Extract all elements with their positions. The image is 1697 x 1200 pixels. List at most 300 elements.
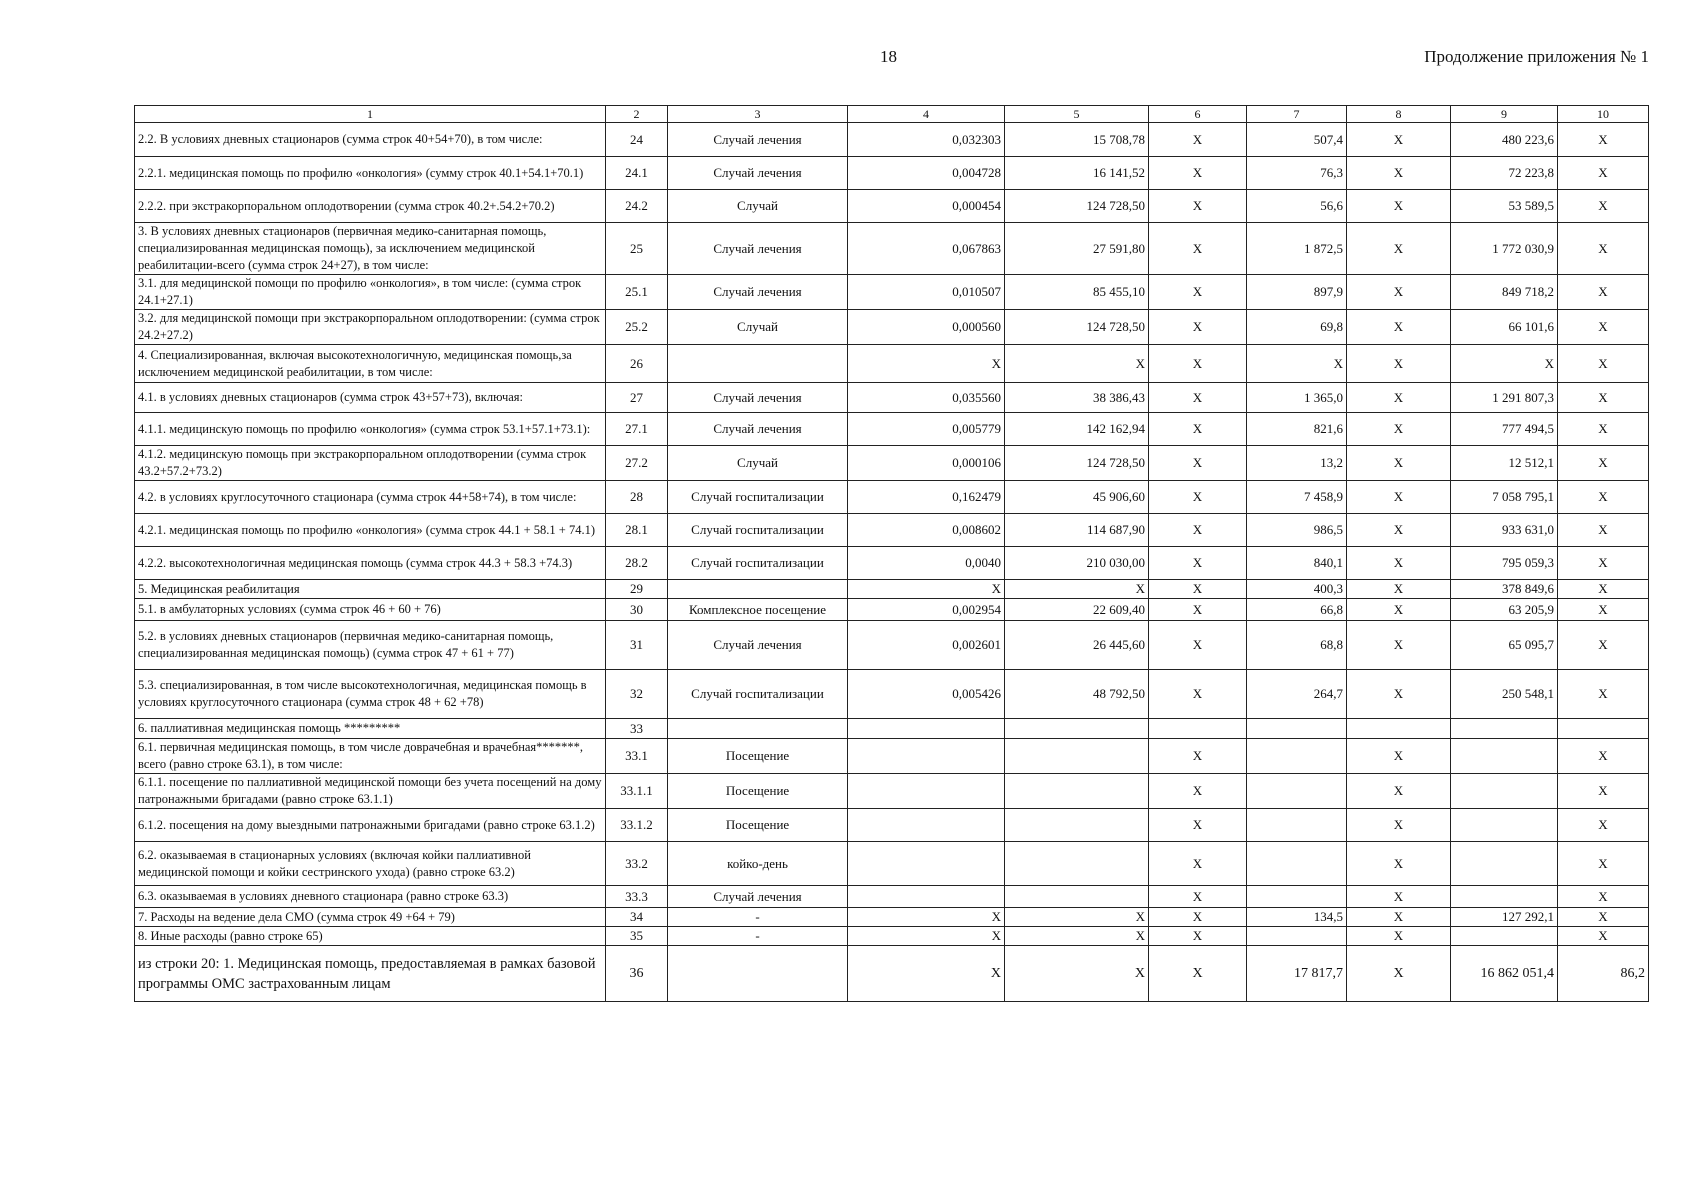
table-row <box>135 908 1649 927</box>
col-6-value: X <box>1149 190 1247 223</box>
col-9-value: 66 101,6 <box>1451 310 1558 345</box>
col-5-value: 45 906,60 <box>1005 481 1149 514</box>
col-9-value <box>1451 927 1558 946</box>
col-9-value <box>1451 739 1558 774</box>
col-5-value: X <box>1005 946 1149 1002</box>
col-5-value: 26 445,60 <box>1005 621 1149 670</box>
col-9-value <box>1451 842 1558 886</box>
col-7-value <box>1247 927 1347 946</box>
col-9-value <box>1451 774 1558 809</box>
col-5-value: 16 141,52 <box>1005 157 1149 190</box>
col-4-value: 0,032303 <box>848 123 1005 157</box>
col-5-value <box>1005 842 1149 886</box>
col-7-value: 507,4 <box>1247 123 1347 157</box>
col-9-value: 72 223,8 <box>1451 157 1558 190</box>
col-6-value: X <box>1149 446 1247 481</box>
col-7-value: X <box>1247 345 1347 383</box>
row-number: 33.1.1 <box>606 774 668 809</box>
row-number: 27.1 <box>606 413 668 446</box>
col-8-value: X <box>1347 621 1451 670</box>
col-8-value: X <box>1347 927 1451 946</box>
col-5-value <box>1005 739 1149 774</box>
col-6-value: X <box>1149 774 1247 809</box>
col-8-value: X <box>1347 670 1451 719</box>
col-10-value: X <box>1558 580 1649 599</box>
col-7-value: 76,3 <box>1247 157 1347 190</box>
col-7-value: 56,6 <box>1247 190 1347 223</box>
row-name: 6.3. оказываемая в условиях дневного стационара (равно строке 63.3) <box>135 886 606 908</box>
unit-of-measure: Случай лечения <box>668 223 848 275</box>
col-7-value <box>1247 886 1347 908</box>
col-4-value: 0,002954 <box>848 599 1005 621</box>
col-4-value <box>848 842 1005 886</box>
col-8-value: X <box>1347 481 1451 514</box>
table-row <box>135 719 1649 739</box>
row-name: 6.1. первичная медицинская помощь, в том числе доврачебная и врачебная*******, всего (равно строке 63.1), в том числе: <box>135 739 606 774</box>
col-4-value: 0,002601 <box>848 621 1005 670</box>
col-7-value <box>1247 774 1347 809</box>
row-number: 28 <box>606 481 668 514</box>
row-number: 28.1 <box>606 514 668 547</box>
col-8-value: X <box>1347 886 1451 908</box>
unit-of-measure: койко-день <box>668 842 848 886</box>
column-number: 1 <box>135 106 606 123</box>
col-7-value: 897,9 <box>1247 275 1347 310</box>
col-10-value: X <box>1558 514 1649 547</box>
table-row <box>135 886 1649 908</box>
col-9-value: 933 631,0 <box>1451 514 1558 547</box>
row-number: 24.1 <box>606 157 668 190</box>
col-8-value: X <box>1347 345 1451 383</box>
table-row <box>135 157 1649 190</box>
unit-of-measure: Случай лечения <box>668 413 848 446</box>
col-7-value: 69,8 <box>1247 310 1347 345</box>
col-9-value: X <box>1451 345 1558 383</box>
col-6-value <box>1149 719 1247 739</box>
col-5-value <box>1005 809 1149 842</box>
col-9-value: 849 718,2 <box>1451 275 1558 310</box>
col-9-value <box>1451 719 1558 739</box>
column-number: 2 <box>606 106 668 123</box>
col-8-value: X <box>1347 547 1451 580</box>
col-7-value: 68,8 <box>1247 621 1347 670</box>
table-row <box>135 547 1649 580</box>
row-number: 34 <box>606 908 668 927</box>
column-number-header-row <box>135 106 1649 123</box>
col-4-value: 0,004728 <box>848 157 1005 190</box>
row-name: 3. В условиях дневных стационаров (первичная медико-санитарная помощь, специализированная медицинская помощь), за исключением медицинской реабилитации-всего (сумма строк 24+27), в том числе: <box>135 223 606 275</box>
unit-of-measure <box>668 946 848 1002</box>
col-6-value: X <box>1149 670 1247 719</box>
col-9-value: 378 849,6 <box>1451 580 1558 599</box>
row-number: 33.1.2 <box>606 809 668 842</box>
col-8-value: X <box>1347 383 1451 413</box>
col-10-value: X <box>1558 908 1649 927</box>
row-number: 25.1 <box>606 275 668 310</box>
table-row <box>135 774 1649 809</box>
row-number: 35 <box>606 927 668 946</box>
column-number: 4 <box>848 106 1005 123</box>
col-4-value: X <box>848 580 1005 599</box>
col-7-value: 13,2 <box>1247 446 1347 481</box>
row-number: 33.3 <box>606 886 668 908</box>
unit-of-measure: Случай <box>668 190 848 223</box>
column-number: 9 <box>1451 106 1558 123</box>
col-9-value <box>1451 809 1558 842</box>
col-4-value: 0,000106 <box>848 446 1005 481</box>
row-number: 30 <box>606 599 668 621</box>
row-number: 25 <box>606 223 668 275</box>
col-4-value <box>848 809 1005 842</box>
col-6-value: X <box>1149 481 1247 514</box>
row-number: 31 <box>606 621 668 670</box>
row-number: 33.2 <box>606 842 668 886</box>
col-10-value: X <box>1558 774 1649 809</box>
col-6-value: X <box>1149 310 1247 345</box>
col-4-value: X <box>848 908 1005 927</box>
col-9-value: 12 512,1 <box>1451 446 1558 481</box>
row-name: 3.2. для медицинской помощи при экстракорпоральном оплодотворении: (сумма строк 24.2+27.2) <box>135 310 606 345</box>
col-9-value: 250 548,1 <box>1451 670 1558 719</box>
col-10-value: X <box>1558 670 1649 719</box>
col-10-value: X <box>1558 481 1649 514</box>
col-8-value: X <box>1347 157 1451 190</box>
unit-of-measure: Случай <box>668 310 848 345</box>
col-9-value: 65 095,7 <box>1451 621 1558 670</box>
col-6-value: X <box>1149 886 1247 908</box>
col-10-value: X <box>1558 413 1649 446</box>
row-name: 2.2.2. при экстракорпоральном оплодотворении (сумма строк 40.2+.54.2+70.2) <box>135 190 606 223</box>
col-4-value <box>848 774 1005 809</box>
col-10-value <box>1558 719 1649 739</box>
column-number: 8 <box>1347 106 1451 123</box>
col-10-value: 86,2 <box>1558 946 1649 1002</box>
table-row <box>135 123 1649 157</box>
table-row <box>135 190 1649 223</box>
table-row <box>135 275 1649 310</box>
unit-of-measure <box>668 719 848 739</box>
column-number: 10 <box>1558 106 1649 123</box>
row-name: 2.2. В условиях дневных стационаров (сумма строк 40+54+70), в том числе: <box>135 123 606 157</box>
col-5-value: 48 792,50 <box>1005 670 1149 719</box>
col-6-value: X <box>1149 514 1247 547</box>
col-6-value: X <box>1149 547 1247 580</box>
row-number: 25.2 <box>606 310 668 345</box>
row-name: 7. Расходы на ведение дела СМО (сумма строк 49 +64 + 79) <box>135 908 606 927</box>
row-number: 33.1 <box>606 739 668 774</box>
col-10-value: X <box>1558 599 1649 621</box>
col-6-value: X <box>1149 413 1247 446</box>
unit-of-measure: Случай госпитализации <box>668 670 848 719</box>
col-6-value: X <box>1149 908 1247 927</box>
unit-of-measure: Случай лечения <box>668 157 848 190</box>
col-9-value: 1 772 030,9 <box>1451 223 1558 275</box>
col-8-value: X <box>1347 275 1451 310</box>
unit-of-measure: Случай госпитализации <box>668 481 848 514</box>
table-row <box>135 927 1649 946</box>
col-4-value: X <box>848 927 1005 946</box>
col-10-value: X <box>1558 190 1649 223</box>
col-6-value: X <box>1149 580 1247 599</box>
col-6-value: X <box>1149 842 1247 886</box>
unit-of-measure: Случай <box>668 446 848 481</box>
col-10-value: X <box>1558 842 1649 886</box>
col-6-value: X <box>1149 275 1247 310</box>
col-4-value: 0,035560 <box>848 383 1005 413</box>
col-7-value <box>1247 739 1347 774</box>
col-10-value: X <box>1558 223 1649 275</box>
col-5-value: 142 162,94 <box>1005 413 1149 446</box>
col-10-value: X <box>1558 345 1649 383</box>
col-4-value <box>848 886 1005 908</box>
row-name: 5.2. в условиях дневных стационаров (первичная медико-санитарная помощь, специализированная медицинская помощь) (сумма строк 47 + 61 + 77) <box>135 621 606 670</box>
unit-of-measure: Случай лечения <box>668 123 848 157</box>
unit-of-measure: Случай госпитализации <box>668 547 848 580</box>
table-row <box>135 223 1649 275</box>
col-10-value: X <box>1558 809 1649 842</box>
col-4-value <box>848 739 1005 774</box>
col-7-value: 400,3 <box>1247 580 1347 599</box>
col-5-value: 15 708,78 <box>1005 123 1149 157</box>
unit-of-measure: Случай лечения <box>668 383 848 413</box>
col-8-value: X <box>1347 514 1451 547</box>
col-5-value: 124 728,50 <box>1005 310 1149 345</box>
col-9-value: 127 292,1 <box>1451 908 1558 927</box>
col-10-value: X <box>1558 310 1649 345</box>
col-4-value: X <box>848 345 1005 383</box>
row-name: 4.1. в условиях дневных стационаров (сумма строк 43+57+73), включая: <box>135 383 606 413</box>
row-number: 28.2 <box>606 547 668 580</box>
appendix-caption: Продолжение приложения № 1 <box>1424 47 1649 66</box>
unit-of-measure: Посещение <box>668 809 848 842</box>
col-5-value: X <box>1005 345 1149 383</box>
col-7-value <box>1247 842 1347 886</box>
col-8-value: X <box>1347 739 1451 774</box>
row-name: 4.1.1. медицинскую помощь по профилю «онкология» (сумма строк 53.1+57.1+73.1): <box>135 413 606 446</box>
table-row <box>135 446 1649 481</box>
col-10-value: X <box>1558 157 1649 190</box>
col-7-value: 66,8 <box>1247 599 1347 621</box>
col-7-value: 17 817,7 <box>1247 946 1347 1002</box>
table-row <box>135 599 1649 621</box>
table-row <box>135 739 1649 774</box>
col-8-value: X <box>1347 123 1451 157</box>
unit-of-measure <box>668 345 848 383</box>
col-6-value: X <box>1149 739 1247 774</box>
row-name: 8. Иные расходы (равно строке 65) <box>135 927 606 946</box>
col-8-value: X <box>1347 580 1451 599</box>
col-6-value: X <box>1149 383 1247 413</box>
col-9-value: 16 862 051,4 <box>1451 946 1558 1002</box>
col-5-value: X <box>1005 908 1149 927</box>
col-6-value: X <box>1149 157 1247 190</box>
col-7-value: 7 458,9 <box>1247 481 1347 514</box>
col-8-value: X <box>1347 413 1451 446</box>
col-7-value: 1 365,0 <box>1247 383 1347 413</box>
col-7-value <box>1247 719 1347 739</box>
col-5-value: 124 728,50 <box>1005 190 1149 223</box>
col-5-value <box>1005 886 1149 908</box>
col-4-value: 0,005779 <box>848 413 1005 446</box>
col-5-value: 114 687,90 <box>1005 514 1149 547</box>
col-7-value: 986,5 <box>1247 514 1347 547</box>
table-row <box>135 621 1649 670</box>
col-4-value: 0,067863 <box>848 223 1005 275</box>
row-name: 6.1.2. посещения на дому выездными патронажными бригадами (равно строке 63.1.2) <box>135 809 606 842</box>
row-name: 2.2.1. медицинская помощь по профилю «онкология» (сумму строк 40.1+54.1+70.1) <box>135 157 606 190</box>
row-name: 6.1.1. посещение по паллиативной медицинской помощи без учета посещений на дому патронажными бригадами (равно строке 63.1.1) <box>135 774 606 809</box>
col-6-value: X <box>1149 123 1247 157</box>
col-4-value: X <box>848 946 1005 1002</box>
row-name: 4.2.2. высокотехнологичная медицинская помощь (сумма строк 44.3 + 58.3 +74.3) <box>135 547 606 580</box>
row-name: 4.2.1. медицинская помощь по профилю «онкология» (сумма строк 44.1 + 58.1 + 74.1) <box>135 514 606 547</box>
unit-of-measure: Посещение <box>668 774 848 809</box>
col-9-value: 7 058 795,1 <box>1451 481 1558 514</box>
table-row <box>135 809 1649 842</box>
col-6-value: X <box>1149 946 1247 1002</box>
row-number: 24.2 <box>606 190 668 223</box>
col-10-value: X <box>1558 547 1649 580</box>
col-10-value: X <box>1558 886 1649 908</box>
row-number: 32 <box>606 670 668 719</box>
row-number: 29 <box>606 580 668 599</box>
col-10-value: X <box>1558 621 1649 670</box>
row-number: 27.2 <box>606 446 668 481</box>
row-name: 6.2. оказываемая в стационарных условиях (включая койки паллиативной медицинской помощи и койки сестринского ухода) (равно строке 63.2) <box>135 842 606 886</box>
page-number: 18 <box>880 47 897 66</box>
col-8-value: X <box>1347 310 1451 345</box>
unit-of-measure: Случай лечения <box>668 275 848 310</box>
col-5-value: 27 591,80 <box>1005 223 1149 275</box>
column-number: 5 <box>1005 106 1149 123</box>
col-10-value: X <box>1558 927 1649 946</box>
column-number: 6 <box>1149 106 1247 123</box>
table-row <box>135 310 1649 345</box>
col-7-value: 840,1 <box>1247 547 1347 580</box>
col-10-value: X <box>1558 123 1649 157</box>
table-row <box>135 345 1649 383</box>
row-name: 5.1. в амбулаторных условиях (сумма строк 46 + 60 + 76) <box>135 599 606 621</box>
expenditure-table <box>134 105 1649 1002</box>
col-8-value: X <box>1347 190 1451 223</box>
col-7-value: 264,7 <box>1247 670 1347 719</box>
col-9-value: 63 205,9 <box>1451 599 1558 621</box>
row-name: из строки 20: 1. Медицинская помощь, предоставляемая в рамках базовой программы ОМС застрахованным лицам <box>135 946 606 1002</box>
col-9-value: 795 059,3 <box>1451 547 1558 580</box>
col-4-value: 0,000560 <box>848 310 1005 345</box>
col-6-value: X <box>1149 345 1247 383</box>
col-9-value: 1 291 807,3 <box>1451 383 1558 413</box>
table-row <box>135 383 1649 413</box>
col-8-value: X <box>1347 599 1451 621</box>
row-number: 33 <box>606 719 668 739</box>
row-name: 6. паллиативная медицинская помощь ********* <box>135 719 606 739</box>
row-number: 26 <box>606 345 668 383</box>
col-7-value: 821,6 <box>1247 413 1347 446</box>
column-number: 7 <box>1247 106 1347 123</box>
col-7-value <box>1247 809 1347 842</box>
col-4-value <box>848 719 1005 739</box>
col-10-value: X <box>1558 383 1649 413</box>
col-5-value: X <box>1005 580 1149 599</box>
table-row <box>135 670 1649 719</box>
row-number: 27 <box>606 383 668 413</box>
col-9-value: 480 223,6 <box>1451 123 1558 157</box>
col-8-value: X <box>1347 946 1451 1002</box>
col-8-value <box>1347 719 1451 739</box>
unit-of-measure <box>668 580 848 599</box>
col-8-value: X <box>1347 842 1451 886</box>
row-number: 24 <box>606 123 668 157</box>
row-number: 36 <box>606 946 668 1002</box>
unit-of-measure: Случай госпитализации <box>668 514 848 547</box>
table-row <box>135 946 1649 1002</box>
col-5-value <box>1005 774 1149 809</box>
table-row <box>135 514 1649 547</box>
col-5-value: 210 030,00 <box>1005 547 1149 580</box>
col-7-value: 1 872,5 <box>1247 223 1347 275</box>
row-name: 4.2. в условиях круглосуточного стационара (сумма строк 44+58+74), в том числе: <box>135 481 606 514</box>
col-4-value: 0,010507 <box>848 275 1005 310</box>
col-10-value: X <box>1558 275 1649 310</box>
col-9-value: 53 589,5 <box>1451 190 1558 223</box>
unit-of-measure: - <box>668 927 848 946</box>
unit-of-measure: Комплексное посещение <box>668 599 848 621</box>
col-4-value: 0,005426 <box>848 670 1005 719</box>
col-10-value: X <box>1558 739 1649 774</box>
table-row <box>135 580 1649 599</box>
col-5-value: 38 386,43 <box>1005 383 1149 413</box>
col-4-value: 0,162479 <box>848 481 1005 514</box>
row-name: 3.1. для медицинской помощи по профилю «онкология», в том числе: (сумма строк 24.1+27.1) <box>135 275 606 310</box>
unit-of-measure: - <box>668 908 848 927</box>
col-9-value <box>1451 886 1558 908</box>
col-5-value: 85 455,10 <box>1005 275 1149 310</box>
col-6-value: X <box>1149 927 1247 946</box>
col-6-value: X <box>1149 223 1247 275</box>
col-6-value: X <box>1149 599 1247 621</box>
col-9-value: 777 494,5 <box>1451 413 1558 446</box>
col-4-value: 0,0040 <box>848 547 1005 580</box>
table-row <box>135 481 1649 514</box>
col-8-value: X <box>1347 446 1451 481</box>
col-5-value: X <box>1005 927 1149 946</box>
col-10-value: X <box>1558 446 1649 481</box>
col-5-value: 124 728,50 <box>1005 446 1149 481</box>
col-8-value: X <box>1347 809 1451 842</box>
column-number: 3 <box>668 106 848 123</box>
col-5-value <box>1005 719 1149 739</box>
col-6-value: X <box>1149 809 1247 842</box>
col-4-value: 0,000454 <box>848 190 1005 223</box>
unit-of-measure: Случай лечения <box>668 621 848 670</box>
col-5-value: 22 609,40 <box>1005 599 1149 621</box>
table-row <box>135 413 1649 446</box>
col-8-value: X <box>1347 774 1451 809</box>
col-8-value: X <box>1347 908 1451 927</box>
col-6-value: X <box>1149 621 1247 670</box>
row-name: 5.3. специализированная, в том числе высокотехнологичная, медицинская помощь в условиях круглосуточного стационара (сумма строк 48 + 62 +78) <box>135 670 606 719</box>
col-8-value: X <box>1347 223 1451 275</box>
unit-of-measure: Случай лечения <box>668 886 848 908</box>
row-name: 4. Специализированная, включая высокотехнологичную, медицинская помощь,за исключением медицинской реабилитации, в том числе: <box>135 345 606 383</box>
table-row <box>135 842 1649 886</box>
row-name: 5. Медицинская реабилитация <box>135 580 606 599</box>
unit-of-measure: Посещение <box>668 739 848 774</box>
row-name: 4.1.2. медицинскую помощь при экстракорпоральном оплодотворении (сумма строк 43.2+57.2+73.2) <box>135 446 606 481</box>
col-4-value: 0,008602 <box>848 514 1005 547</box>
col-7-value: 134,5 <box>1247 908 1347 927</box>
